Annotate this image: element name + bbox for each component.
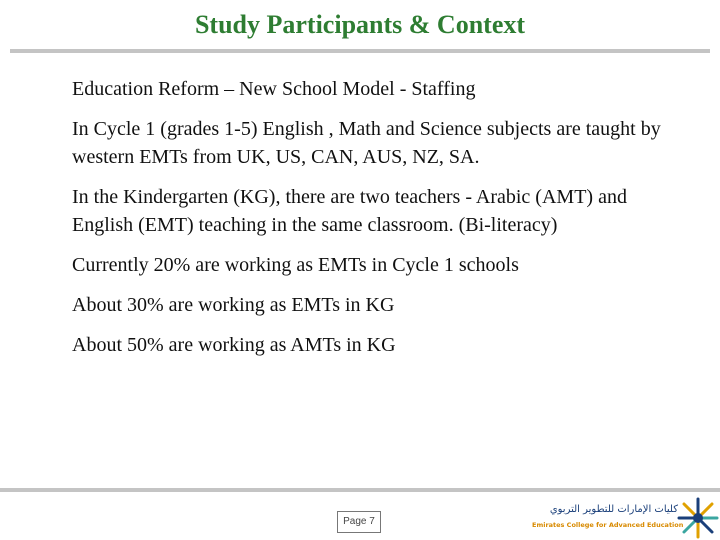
- institution-logo: [528, 496, 720, 540]
- bullet-text: Education Reform – New School Model - Staffing: [72, 78, 476, 100]
- bullet-text: In Cycle 1 (grades 1-5) English , Math and Science subjects are taught by western EMTs from UK, US, CAN, AUS, NZ, SA.: [72, 118, 661, 168]
- bullet-text: About 30% are working as EMTs in KG: [72, 294, 395, 316]
- logo-arabic-text: كليات الإمارات للتطوير التربوي: [549, 504, 678, 515]
- bullet-text: In the Kindergarten (KG), there are two teachers - Arabic (AMT) and English (EMT) teaching in the same classroom. (Bi-literacy): [72, 186, 627, 236]
- starburst-logo-icon: [676, 496, 720, 540]
- page-number: Page 7: [337, 511, 381, 533]
- bullet-text: About 50% are working as AMTs in KG: [72, 334, 396, 356]
- bullet-item: [50, 331, 670, 359]
- footer-divider: [0, 488, 720, 492]
- bullet-text: Currently 20% are working as EMTs in Cycle 1 schools: [72, 254, 519, 276]
- bullet-item: [50, 251, 670, 279]
- logo-english-text: Emirates College for Advanced Education: [532, 521, 684, 529]
- bullet-item: [50, 75, 670, 103]
- title-divider: [10, 49, 710, 53]
- slide-title: Study Participants & Context: [194, 10, 526, 39]
- bullet-list: [50, 75, 670, 359]
- bullet-item: [50, 291, 670, 319]
- bullet-item: [50, 115, 670, 171]
- bullet-item: [50, 183, 670, 239]
